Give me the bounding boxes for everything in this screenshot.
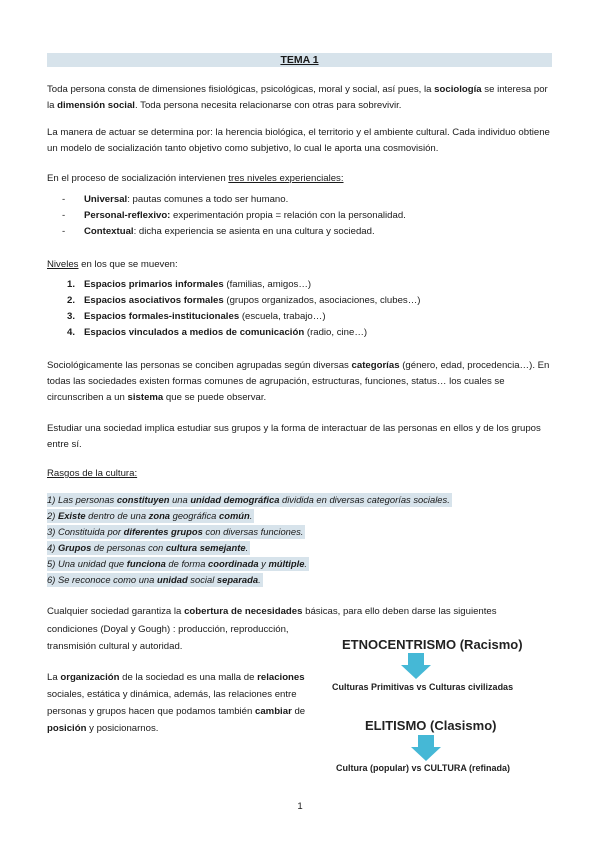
paragraph-cobertura-line: condiciones (Doyal y Gough) : producción, reproducción, (47, 624, 289, 635)
paragraph-niveles: Niveles en los que se mueven: (47, 259, 178, 270)
paragraph-cobertura: Cualquier sociedad garantiza la cobertura de necesidades básicas, para ello deben darse las siguientes (47, 606, 497, 617)
list-item-space: 3. Espacios formales-institucionales (escuela, trabajo…) (67, 311, 326, 322)
rasgo-item: 1) Las personas constituyen una unidad demográfica dividida en diversas categorías sociales. (47, 494, 450, 505)
paragraph-organizacion: La organización de la sociedad es una malla de relaciones (47, 672, 305, 683)
paragraph-intro: Toda persona consta de dimensiones fisiológicas, psicológicas, moral y social, así pues, la sociología se interesa por la dimensión social. Toda persona necesita relacionarse con otras para sobrevivir. (47, 84, 548, 111)
page-title: TEMA 1 (47, 53, 552, 67)
paragraph-organizacion-line: personas y grupos hacen que podamos también cambiar de (47, 706, 306, 717)
diagram-sub-culturas: Culturas Primitivas vs Culturas civilizadas (332, 682, 514, 692)
paragraph-socializacion: En el proceso de socialización intervienen tres niveles experienciales: (47, 173, 344, 184)
rasgo-item: 6) Se reconoce como una unidad social separada. (47, 574, 261, 585)
page-number: 1 (297, 801, 303, 812)
paragraph-cobertura-line: transmisión cultural y autoridad. (47, 641, 183, 652)
paragraph-organizacion-line: posición y posicionarnos. (47, 723, 159, 734)
list-item-level: - Contextual: dicha experiencia se asienta en una cultura y sociedad. (62, 226, 375, 237)
diagram-sub-cultura: Cultura (popular) vs CULTURA (refinada) (336, 763, 511, 773)
rasgos-heading: Rasgos de la cultura: (47, 468, 138, 479)
list-item-space: 1. Espacios primarios informales (familias, amigos…) (67, 279, 312, 290)
arrow-shape (401, 653, 431, 679)
rasgo-item: 5) Una unidad que funciona de forma coordinada y múltiple. (47, 558, 308, 569)
rasgo-item: 4) Grupos de personas con cultura semejante. (47, 542, 249, 553)
diagram-title-elitismo: ELITISMO (Clasismo) (365, 718, 497, 733)
paragraph-estudiar: Estudiar una sociedad implica estudiar sus grupos y la forma de interactuar de las personas en ellos y de los grupos entre sí. (47, 423, 541, 450)
rasgo-item: 2) Existe dentro de una zona geográfica común. (47, 510, 253, 521)
list-item-space: 4. Espacios vinculados a medios de comunicación (radio, cine…) (67, 327, 368, 338)
list-item-space: 2. Espacios asociativos formales (grupos organizados, asociaciones, clubes…) (67, 295, 421, 306)
down-arrow-icon (410, 735, 442, 762)
paragraph-organizacion-line: sociales, estática y dinámica, además, las relaciones entre (47, 689, 297, 700)
paragraph-actuar: La manera de actuar se determina por: la herencia biológica, el territorio y el ambiente cultural. Cada individuo obtiene un modelo de socialización tanto objetivo como subjetivo, lo cual le aporta una cosmovisión. (47, 127, 550, 154)
list-item-level: - Universal: pautas comunes a todo ser humano. (62, 194, 289, 205)
diagram-title-etnocentrismo: ETNOCENTRISMO (Racismo) (342, 637, 523, 652)
arrow-shape (411, 735, 441, 761)
rasgo-item: 3) Constituida por diferentes grupos con diversas funciones. (47, 526, 304, 537)
list-item-level: - Personal-reflexivo: experimentación propia = relación con la personalidad. (62, 210, 406, 221)
down-arrow-icon (400, 653, 432, 680)
paragraph-categorias: Sociológicamente las personas se conciben agrupadas según diversas categorías (género, edad, procedencia…). En todas las sociedades existen formas comunes de agrupación, estructuras, funciones, status… los cuales se circunscriben a un sistema que se puede observar. (47, 360, 550, 403)
